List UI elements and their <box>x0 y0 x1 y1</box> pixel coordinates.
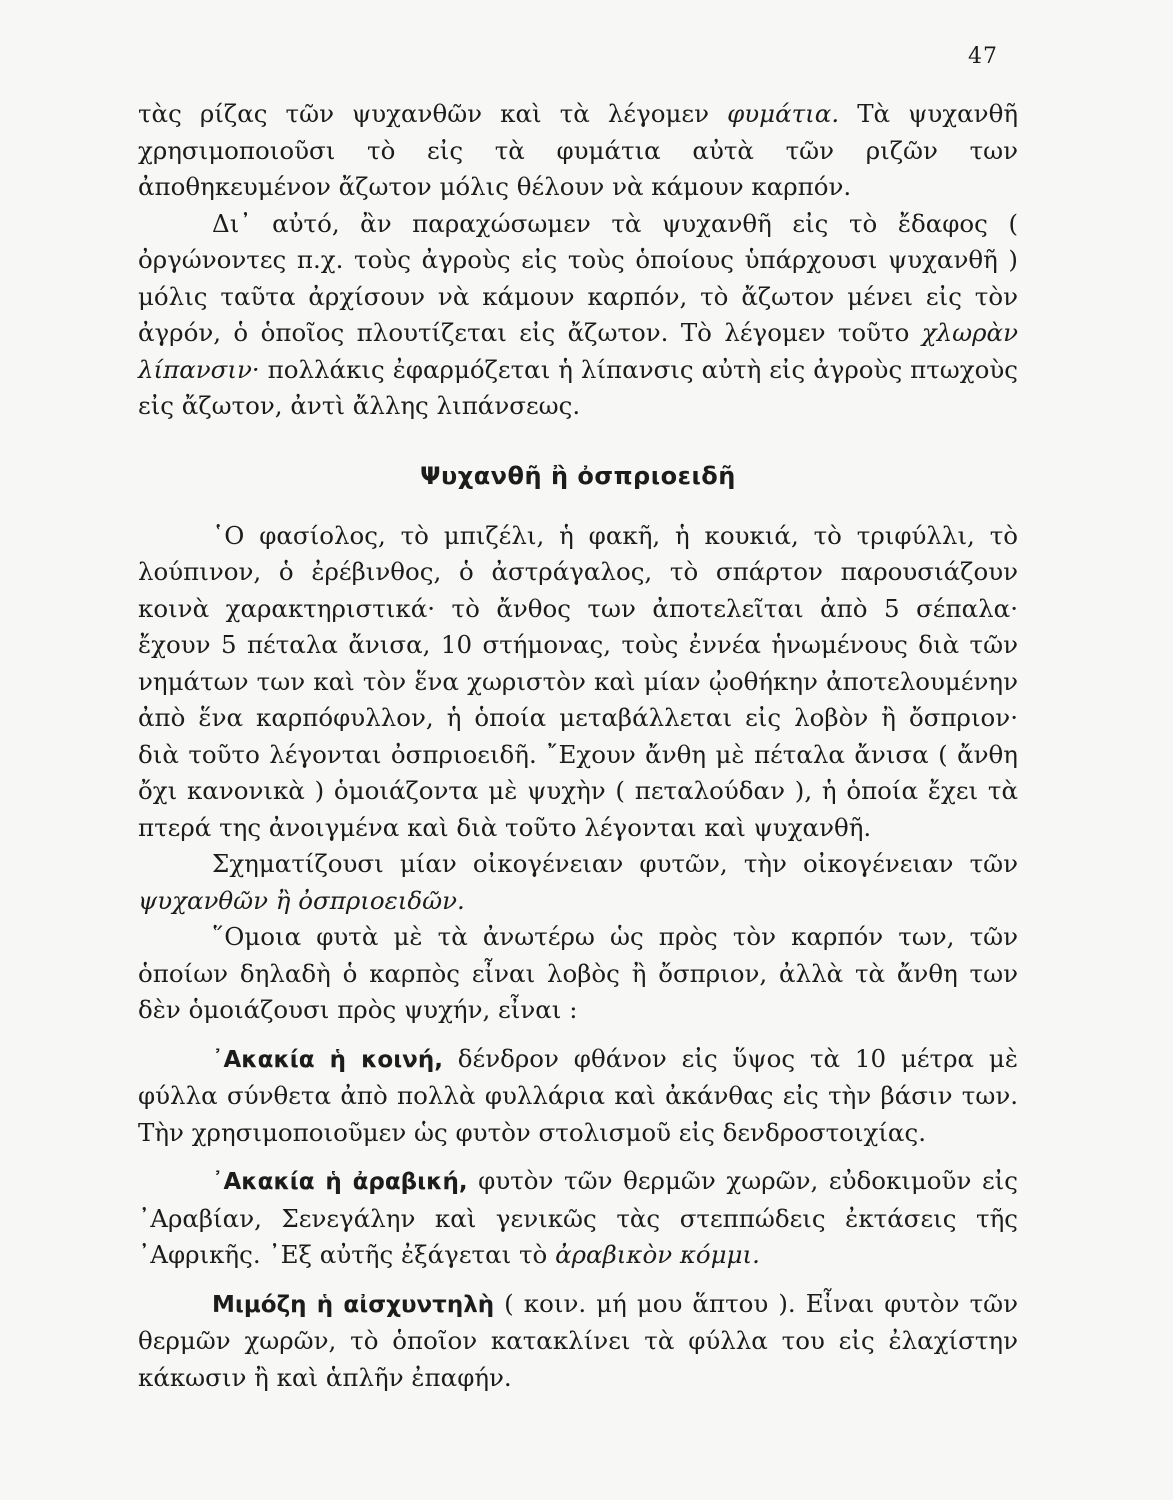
paragraph-text: ῞Ομοια φυτὰ μὲ τὰ ἀνωτέρω ὡς πρὸς τὸν καρπόν των, τῶν ὁποίων δηλαδὴ ὁ καρπὸς εἶναι λοβὸς ἢ ὄσπριον, ἀλλὰ τὰ ἄνθη των δὲν ὁμοιάζουσι πρὸς ψυχήν, εἶναι : <box>138 922 1018 1024</box>
page-number: 47 <box>968 44 998 69</box>
paragraph-family <box>138 846 1018 919</box>
paragraph-green-manure <box>138 206 1018 425</box>
section-heading: Ψυχανθῆ ἢ ὀσπριοειδῆ <box>420 461 736 490</box>
paragraph-similar-plants <box>138 919 1018 1029</box>
paragraph-root-nodules <box>138 96 1018 206</box>
italic-term-green-manure: χλωρὰν λίπανσιν· <box>138 318 1018 384</box>
paragraph-text: Τὰ ψυχανθῆ χρησιμοποιοῦσι τὸ εἰς τὰ φυμάτια αὐτὰ τῶν ριζῶν των ἀποθηκευμένον ἄζωτον μόλις θέλουν νὰ κάμουν καρπόν. <box>138 99 1019 201</box>
italic-term-gum-arabic: ἀραβικὸν κόμμι. <box>555 1240 760 1269</box>
entry-mimosa <box>138 1286 1018 1397</box>
page-body <box>138 96 1018 1396</box>
italic-family-name: ψυχανθῶν ἢ ὀσπριοειδῶν. <box>138 885 465 915</box>
paragraph-text: Δι᾽ αὐτό, ἂν παραχώσωμεν τὰ ψυχανθῆ εἰς τὸ ἔδαφος ( ὀργώνοντες π.χ. τοὺς ἀγροὺς εἰς τοὺς ὁποίους ὑπάρχουσι ψυχανθῆ ) μόλις ταῦτα ἀρχίσουν νὰ κάμουν καρπόν, τὸ ἄζωτον μένει εἰς τὸν ἀγρόν, ὁ ὁποῖος πλουτίζεται εἰς ἄζωτον. Τὸ λέγομεν τοῦτο <box>138 208 1018 347</box>
paragraph-legume-characteristics <box>138 518 1018 847</box>
entry-term: ᾽Ακακία ἡ ἀραβική, <box>212 1169 468 1195</box>
entry-text: φυτὸν τῶν θερμῶν χωρῶν, εὐδοκιμοῦν εἰς ᾽Αραβίαν, Σενεγάλην καὶ γενικῶς τὰς στεππώδεις ἐκτάσεις τῆς ᾽Αφρικῆς. ᾽Εξ αὐτῆς ἐξάγεται τὸ <box>138 1166 1018 1269</box>
paragraph-text: πολλάκις ἐφαρμόζεται ἡ λίπανσις αὐτὴ εἰς ἀγροὺς πτωχοὺς εἰς ἄζωτον, ἀντὶ ἄλλης λιπάνσεως. <box>138 354 1018 420</box>
italic-term-fymatia: φυμάτια. <box>727 99 840 128</box>
entry-text: ( κοιν. μή μου ἅπτου ). Εἶναι φυτὸν τῶν θερμῶν χωρῶν, τὸ ὁποῖον κατακλίνει τὰ φύλλα του εἰς ἐλαχίστην κάκωσιν ἢ καὶ ἁπλῆν ἐπαφήν. <box>138 1288 1018 1392</box>
paragraph-text: Σχηματίζουσι μίαν οἰκογένειαν φυτῶν, τὴν οἰκογένειαν τῶν <box>212 849 1018 878</box>
entry-acacia-common <box>138 1041 1018 1152</box>
paragraph-text: ῾Ο φασίολος, τὸ μπιζέλι, ἡ φακῆ, ἡ κουκιά, τὸ τριφύλλι, τὸ λούπινον, ὁ ἐρέβινθος, ὁ ἀστράγαλος, τὸ σπάρτον παρουσιάζουν κοινὰ χαρακτηριστικά· τὸ ἄνθος των ἀποτελεῖται ἀπὸ 5 σέπαλα· ἔχουν 5 πέταλα ἄνισα, 10 στήμονας, τοὺς ἐννέα ἡνωμένους διὰ τῶν νημάτων των καὶ τὸν ἕνα χωριστὸν καὶ μίαν ᾠοθήκην ἀποτελουμένην ἀπὸ ἕνα καρπόφυλλον, ἡ ὁποία μεταβάλλεται εἰς λοβὸν ἢ ὄσπριον· διὰ τοῦτο λέγονται ὀσπριοειδῆ. ῎Εχουν ἄνθη μὲ πέταλα ἄνισα ( ἄνθη ὄχι κανονικὰ ) ὁμοιάζοντα μὲ ψυχὴν ( πεταλούδαν ), ἡ ὁποία ἔχει τὰ πτερά της ἀνοιγμένα καὶ διὰ τοῦτο λέγονται καὶ ψυχανθῆ. <box>138 520 1018 842</box>
entry-text: δένδρον φθάνον εἰς ὕψος τὰ 10 μέτρα μὲ φύλλα σύνθετα ἀπὸ πολλὰ φυλλάρια καὶ ἀκάνθας εἰς τὴν βάσιν των. Τὴν χρησιμοποιοῦμεν ὡς φυτὸν στολισμοῦ εἰς δενδροστοιχίας. <box>138 1043 1018 1147</box>
entry-acacia-arabic <box>138 1163 1018 1274</box>
entry-term: Μιμόζη ἡ αἰσχυντηλὴ <box>212 1291 495 1318</box>
entry-term: ᾽Ακακία ἡ κοινή, <box>212 1046 443 1073</box>
paragraph-text: τὰς ρίζας τῶν ψυχανθῶν καὶ τὰ λέγομεν <box>138 99 728 128</box>
